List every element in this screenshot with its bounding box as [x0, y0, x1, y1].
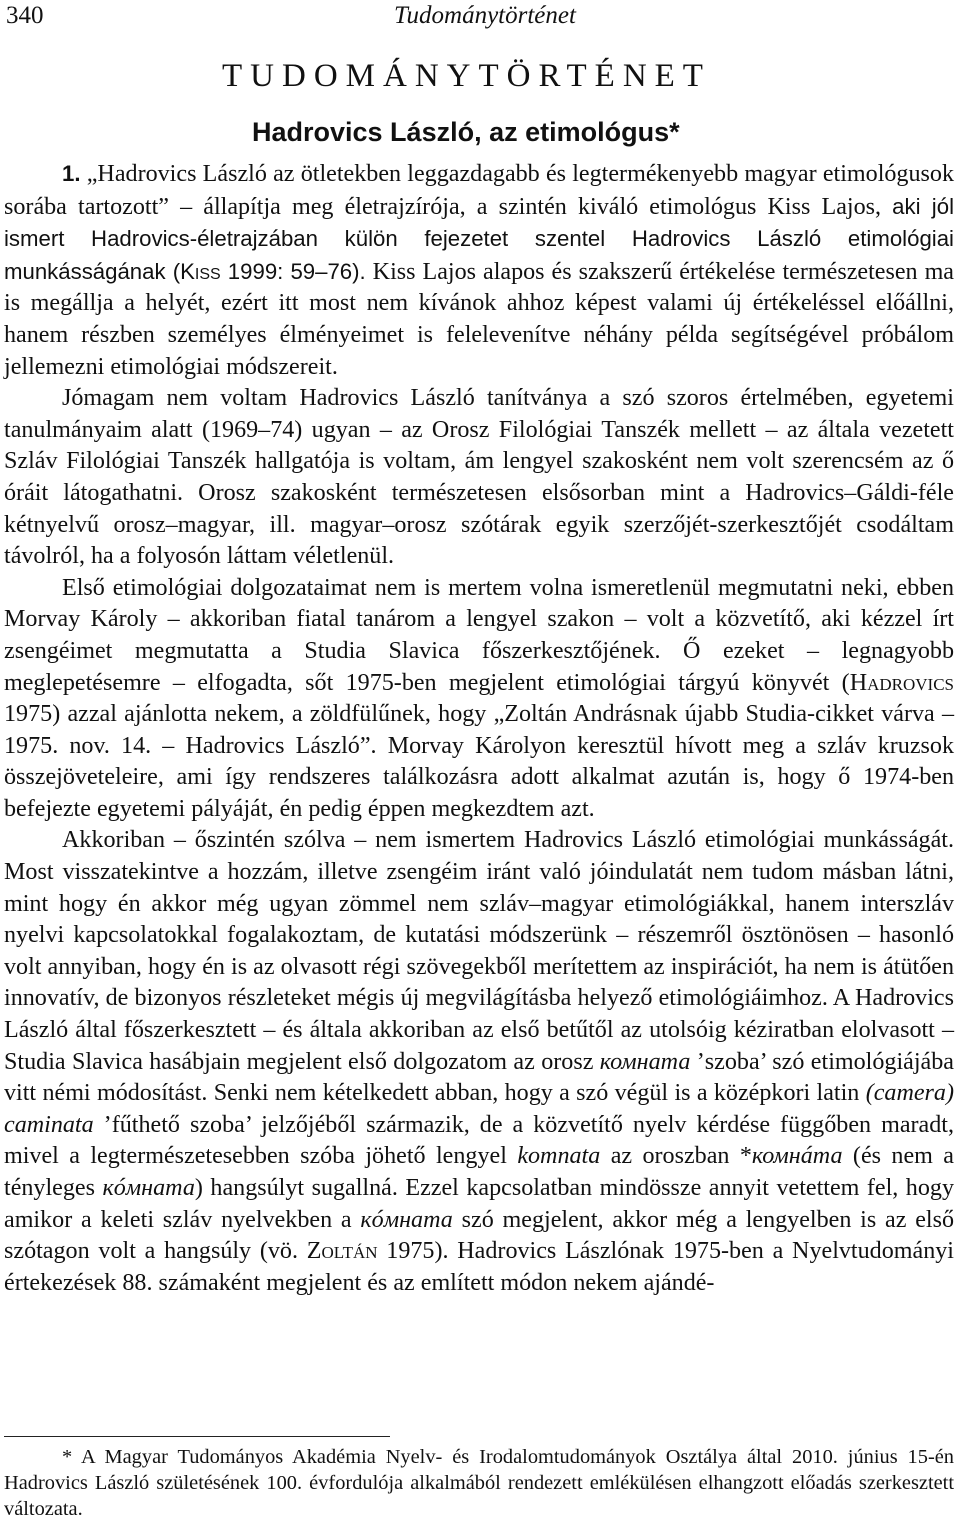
running-title: Tudománytörténet [394, 2, 576, 29]
footnote: * A Magyar Tudományos Akadémia Nyelv- és Irodalomtudományok Osztálya által 2010. június 15-én Hadrovics László születésének 100. évfordulója alkalmából rendezett emlékülésen elhangzott előadás szerkesztett változata. [4, 1446, 954, 1520]
paragraph-3-part-a: Első etimológiai dolgozataimat nem is mertem volna ismeretlenül megmutatni neki, ebben Morvay Károly – akkoriban fiatal tanárom a lengyel szakon – volt a közvetítő, aki kézzel írt zsengéimet megmutatta a Studia Slavica főszerkesztőjének. Ő ezeket – legnagyobb meglepetésemre – elfogadta, sőt 1975-ben megjelent etimológiai tárgyú könyvét ( [4, 574, 954, 696]
paragraph-4-part-h: 1975). Hadrovics Lászlónak 1975-ben a Nyelvtudományi értekezések 88. számaként megjelent és az említett módon nekem ajándé- [4, 1238, 954, 1296]
section-number: 1. [62, 161, 81, 186]
latin-phrase: (camera) caminata [4, 1080, 954, 1138]
footnote-divider [4, 1436, 390, 1437]
paragraph-1-part-c: Kiss Lajos alapos és szakszerű értékelése természetesen ma is megállja a helyét, ezért itt most nem kívánok ahhoz képest valami új értékeléssel előállni, hanem részben személyes élményeimet is felelevenítve néhány példa segítségével próbálom jellemezni etimológiai módszereit. [4, 258, 955, 380]
paragraph-4-part-d: az oroszban * [600, 1143, 752, 1170]
cyrillic-word: комнáта [751, 1143, 843, 1170]
journal-page [4, 0, 954, 1299]
article-title: Hadrovics László, az etimológus* [252, 117, 680, 147]
paragraph-1-part-a: „Hadrovics László az ötletekben leggazdagabb és legtermékenyebb magyar etimológusok sorába tartozott” – állapítja meg életrajzírója, a szintén kiváló etimológus Kiss Lajos, [4, 161, 954, 220]
paragraph-1 [4, 158, 954, 383]
citation-author-kiss: Kiss [180, 258, 221, 284]
running-head [4, 0, 954, 34]
page-number: 340 [6, 2, 44, 29]
paragraph-4-part-g: szó megjelent, akkor még a lengyelben is az első szótagon volt a hangsúly (vö. [4, 1206, 955, 1265]
section-title: TUDOMÁNYTÖRTÉNET [222, 58, 711, 94]
paragraph-3 [4, 573, 954, 826]
paragraph-4-part-b: ’szoba’ szó etimológiájába vitt némi módosítást. Senki nem kételkedett abban, hogy a szó végül is a középkori latin [4, 1048, 954, 1107]
paragraph-2: Jómagam nem voltam Hadrovics László tanítványa a szó szoros értelmében, egyetemi tanulmányaim alatt (1969–74) ugyan – az Orosz Filológiai Tanszék mellett – az általa vezetett Szláv Filológiai Tanszék hallgatója is voltam, ám lengyel szakosként nem volt szerencsém az ő óráit látogathatni. Orosz szakosként természetesen elsősorban mint a Hadrovics–Gáldi-féle kétnyelvű orosz–magyar, ill. magyar–orosz szótárak egyik szerzőjét-szerkesztőjét csodáltam távolról, ha a folyosón láttam véletlenül. [4, 385, 954, 570]
cyrillic-word: комната [599, 1048, 691, 1075]
citation-author-zoltan: Zoltán [306, 1238, 378, 1265]
paragraph-1-citation-end: 1999: 59–76). [220, 258, 366, 284]
paragraph-1-part-b: aki jól ismert Hadrovics-életrajzában külön fejezetet szentel Hadrovics László etimológiai munkásságának ( [4, 193, 954, 284]
cyrillic-word: кóмната [360, 1206, 453, 1233]
paragraph-4-part-a: Akkoriban – őszintén szólva – nem ismertem Hadrovics László etimológiai munkásságát. Most visszatekintve a hozzám, illetve zsengéim iránt való jóindulatát nem tudom másban látni, mint hogy én akkor még ugyan zömmel nem szláv–magyar etimológiákkal, hanem interszláv nyelvi kapcsolatokkal fogalakoztam, de kutatási módszerünk – részemről ösztönösen – hasonló volt annyiban, hogy én is az olvasott régi szövegekből merítettem az inspirációt, ha nem is átütően innovatív, de bizonyos részleteket mégis új megvilágításba helyező etimológiáimhoz. A Hadrovics László által főszerkesztett – és általa akkoriban az első betűtől az utolsóig kéziratban elolvasott – Studia Slavica hasábjain megjelent első dolgozatom az orosz [4, 827, 954, 1075]
article-body [4, 158, 954, 1299]
cyrillic-word: кóмната [102, 1175, 195, 1201]
paragraph-4-part-f: ) hangsúlyt sugallná. Ezzel kapcsolatban mindössze annyit vetettem fel, hogy amikor a keleti szláv nyelvekben a [4, 1175, 954, 1233]
citation-author-hadrovics: Hadrovics [849, 669, 954, 696]
polish-word: komnata [517, 1143, 601, 1170]
paragraph-4-part-c: ’fűthető szoba’ jelzőjéből származik, de a közvetítő nyelv kérdése függőben maradt, mivel a legtermészetesebben szóba jöhető lengyel [4, 1111, 954, 1170]
paragraph-4 [4, 825, 954, 1299]
paragraph-3-part-b: 1975) azzal ajánlotta nekem, a zöldfülűnek, hogy „Zoltán Andrásnak újabb Studia-cikket várva – 1975. nov. 14. – Hadrovics László”. Morvay Károlyon keresztül hívott meg a szláv kruzsok összejöveteleire, ami így rendszeres találkozásra adott alkalmat azután is, hogy ő 1974-ben befejezte egyetemi pályáját, én pedig éppen megkezdtem azt. [4, 701, 954, 822]
paragraph-4-part-e: (és nem a tényleges [4, 1143, 955, 1201]
